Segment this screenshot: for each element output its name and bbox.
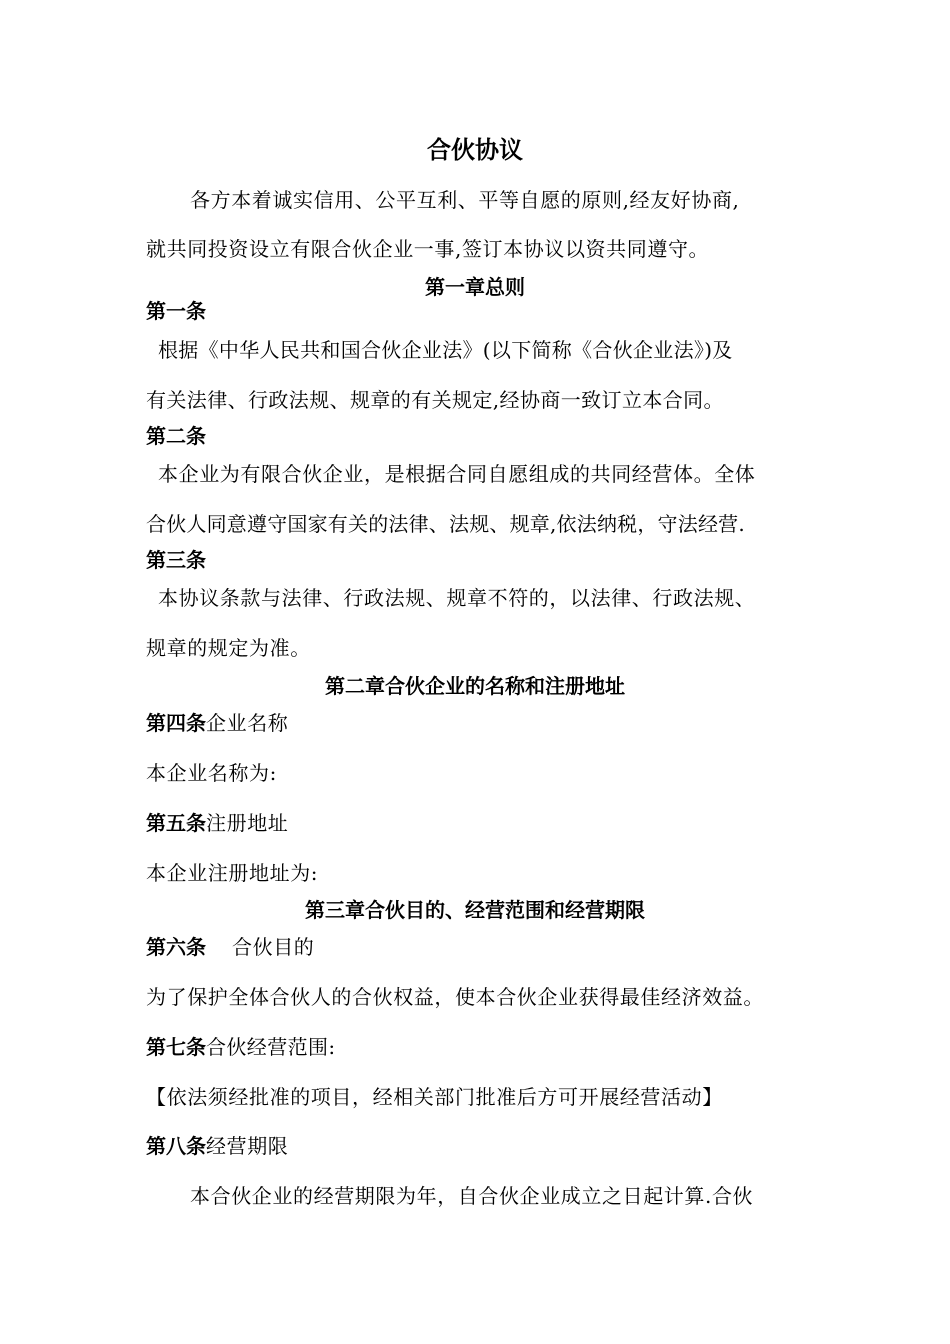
article-8 [146, 1134, 288, 1158]
preamble-line-2: 就共同投资设立有限合伙企业一事,签订本协议以资共同遵守。 [146, 237, 710, 261]
article-6-label: 第六条 [146, 935, 206, 959]
article-4-label: 第四条 [146, 711, 206, 735]
article-3-line-2: 规章的规定为准。 [146, 636, 311, 660]
article-7 [146, 1035, 336, 1059]
article-5-label: 第五条 [146, 811, 206, 835]
chapter-3-heading: 第三章合伙目的、经营范围和经营期限 [305, 898, 645, 922]
article-1-line-2: 有关法律、行政法规、规章的有关规定,经协商一致订立本合同。 [146, 388, 724, 412]
article-7-body: 【依法须经批准的项目，经相关部门批准后方可开展经营活动】 [146, 1085, 723, 1109]
article-7-topic: 合伙经营范围: [206, 1035, 336, 1059]
article-5-topic: 注册地址 [206, 811, 289, 835]
article-7-label: 第七条 [146, 1035, 206, 1059]
article-5-body: 本企业注册地址为: [146, 861, 319, 885]
chapter-2-heading: 第二章合伙企业的名称和注册地址 [325, 674, 625, 698]
article-5 [146, 811, 288, 835]
article-1-line-1: 根据《中华人民共和国合伙企业法》(以下简称《合伙企业法》)及 [158, 338, 733, 362]
article-1-label: 第一条 [146, 299, 206, 323]
article-4-body: 本企业名称为: [146, 761, 277, 785]
article-8-label: 第八条 [146, 1134, 206, 1158]
article-2-label: 第二条 [146, 424, 206, 448]
document-title: 合伙协议 [427, 136, 523, 164]
article-8-body: 本合伙企业的经营期限为年，自合伙企业成立之日起计算.合伙 [190, 1184, 754, 1208]
article-2-line-1: 本企业为有限合伙企业，是根据合同自愿组成的共同经营体。全体 [158, 462, 756, 486]
preamble-line-1: 各方本着诚实信用、公平互利、平等自愿的原则,经友好协商, [190, 188, 740, 212]
article-3-label: 第三条 [146, 548, 206, 572]
article-4 [146, 711, 288, 735]
article-6 [146, 935, 314, 959]
article-6-body: 为了保护全体合伙人的合伙权益，使本合伙企业获得最佳经济效益。 [146, 985, 764, 1009]
chapter-1-heading: 第一章总则 [425, 275, 525, 299]
article-6-topic: 合伙目的 [232, 935, 315, 959]
article-3-line-1: 本协议条款与法律、行政法规、规章不符的，以法律、行政法规、 [158, 586, 756, 610]
article-8-topic: 经营期限 [206, 1134, 289, 1158]
article-4-topic: 企业名称 [206, 711, 289, 735]
article-2-line-2: 合伙人同意遵守国家有关的法律、法规、规章,依法纳税，守法经营. [146, 512, 745, 536]
